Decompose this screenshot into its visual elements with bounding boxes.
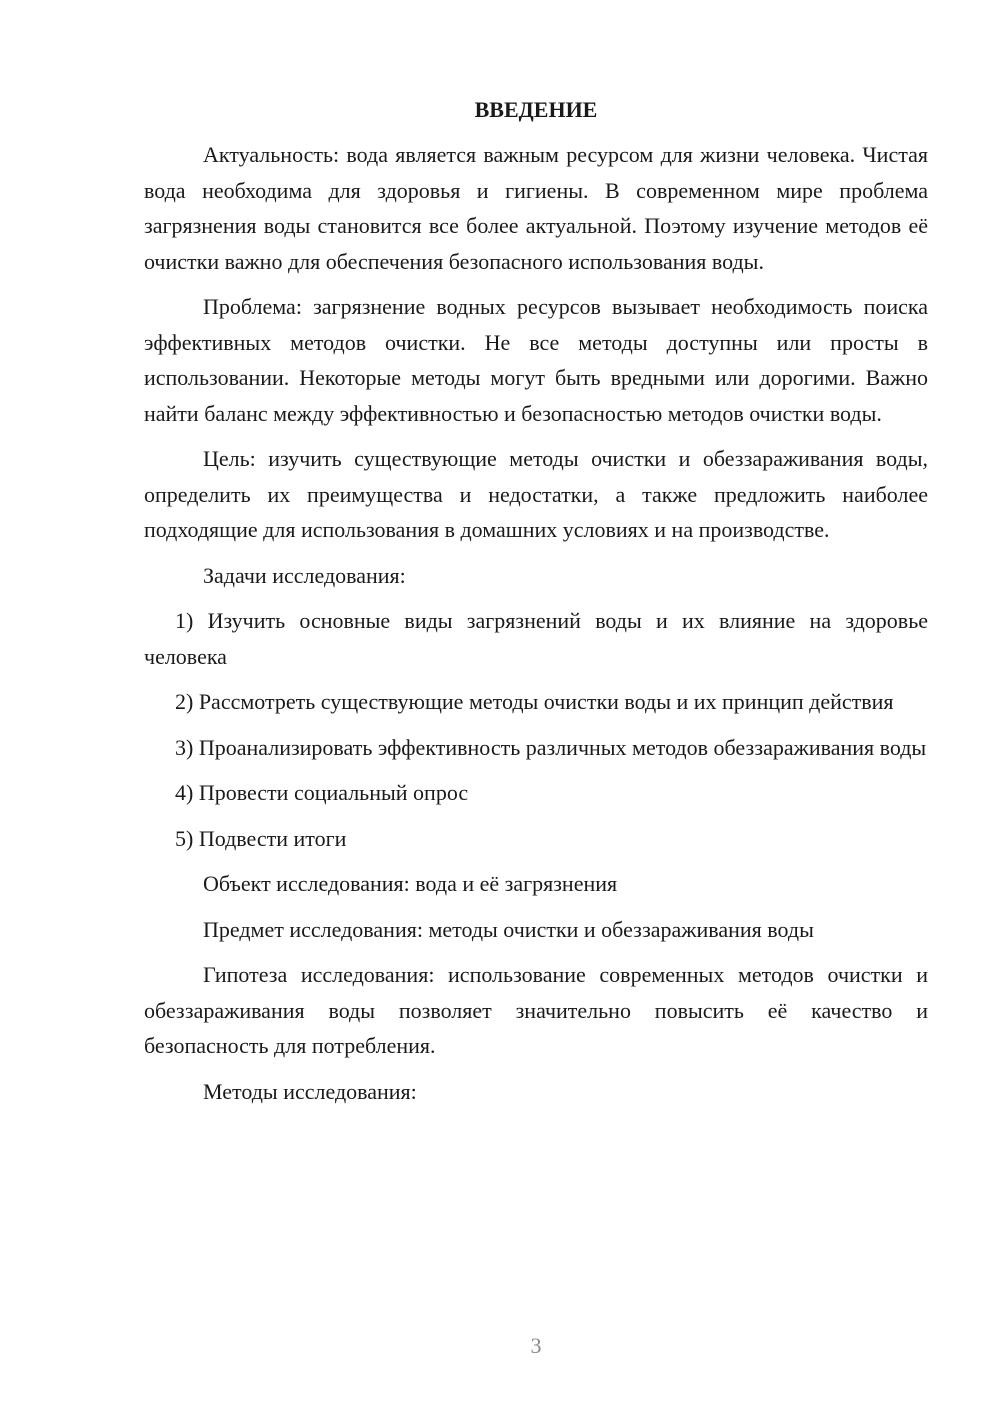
research-object: Объект исследования: вода и её загрязнения	[203, 871, 618, 896]
task-item: 1) Изучить основные виды загрязнений воды и их влияние на здоровье человека	[144, 608, 928, 669]
paragraph-relevance: Актуальность: вода является важным ресурсом для жизни человека. Чистая вода необходима для здоровья и гигиены. В современном мире проблема загрязнения воды становится все более актуальной. Поэтому изучение методов её очистки важно для обеспечения безопасного использования воды.	[144, 142, 928, 274]
research-hypothesis: Гипотеза исследования: использование современных методов очистки и обеззараживания воды позволяет значительно повысить её качество и безопасность для потребления.	[144, 962, 928, 1058]
task-item: 5) Подвести итоги	[175, 825, 347, 851]
task-item: 2) Рассмотреть существующие методы очистки воды и их принцип действия	[175, 689, 894, 714]
tasks-heading: Задачи исследования:	[203, 562, 406, 588]
task-item: 4) Провести социальный опрос	[175, 780, 469, 805]
task-item: 3) Проанализировать эффективность различных методов обеззараживания воды	[175, 734, 927, 760]
page-number: 3	[530, 1333, 542, 1358]
paragraph-goal: Цель: изучить существующие методы очистки и обеззараживания воды, определить их преимущества и недостатки, а также предложить наиболее подходящие для использования в домашних условиях и на производстве.	[144, 446, 928, 542]
research-subject: Предмет исследования: методы очистки и обеззараживания воды	[203, 916, 814, 942]
document-page	[144, 92, 928, 1119]
paragraph-problem: Проблема: загрязнение водных ресурсов вызывает необходимость поиска эффективных методов очистки. Не все методы доступны или просты в использовании. Некоторые методы могут быть вредными или дорогими. Важно найти баланс между эффективностью и безопасностью методов очистки воды.	[144, 294, 928, 426]
page-title: ВВЕДЕНИЕ	[474, 97, 598, 122]
methods-heading: Методы исследования:	[203, 1078, 417, 1104]
